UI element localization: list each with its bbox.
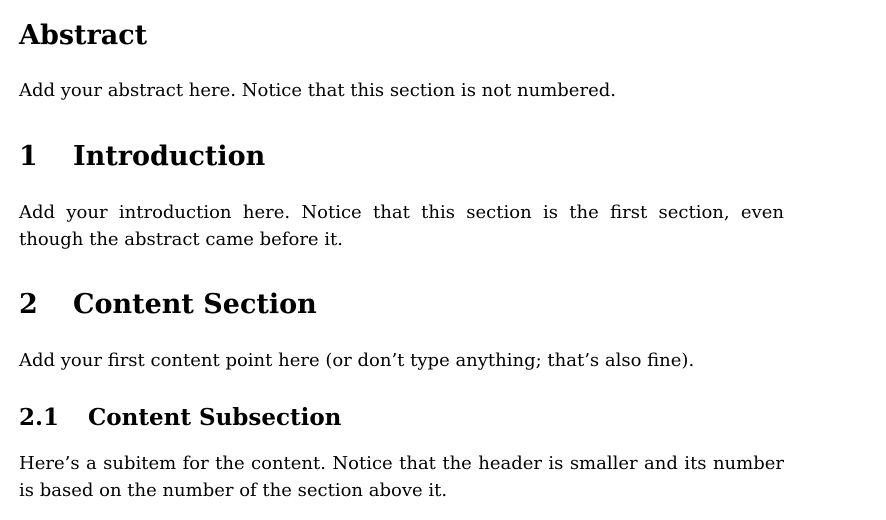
section-heading-content — [19, 289, 317, 320]
section-number: 2 — [19, 289, 38, 320]
section-heading-introduction — [19, 141, 265, 172]
section-number: 1 — [19, 141, 38, 172]
subsection-heading-content — [19, 404, 341, 431]
abstract-heading — [19, 20, 147, 51]
content-section-body: Add your first content point here (or don’t type anything; that’s also fine). — [19, 350, 695, 371]
abstract-title: Abstract — [19, 20, 148, 51]
section-title: Content Section — [73, 289, 317, 320]
subsection-title: Content Subsection — [88, 404, 342, 431]
section-title: Introduction — [73, 141, 266, 172]
introduction-body: Add your introduction here. Notice that this section is the first section, even though the abstract came before it. — [19, 202, 784, 250]
abstract-body: Add your abstract here. Notice that this section is not numbered. — [19, 80, 616, 101]
content-subsection-body: Here’s a subitem for the content. Notice that the header is smaller and its number is based on the number of the section above it. — [19, 453, 784, 501]
subsection-number: 2.1 — [19, 404, 60, 431]
